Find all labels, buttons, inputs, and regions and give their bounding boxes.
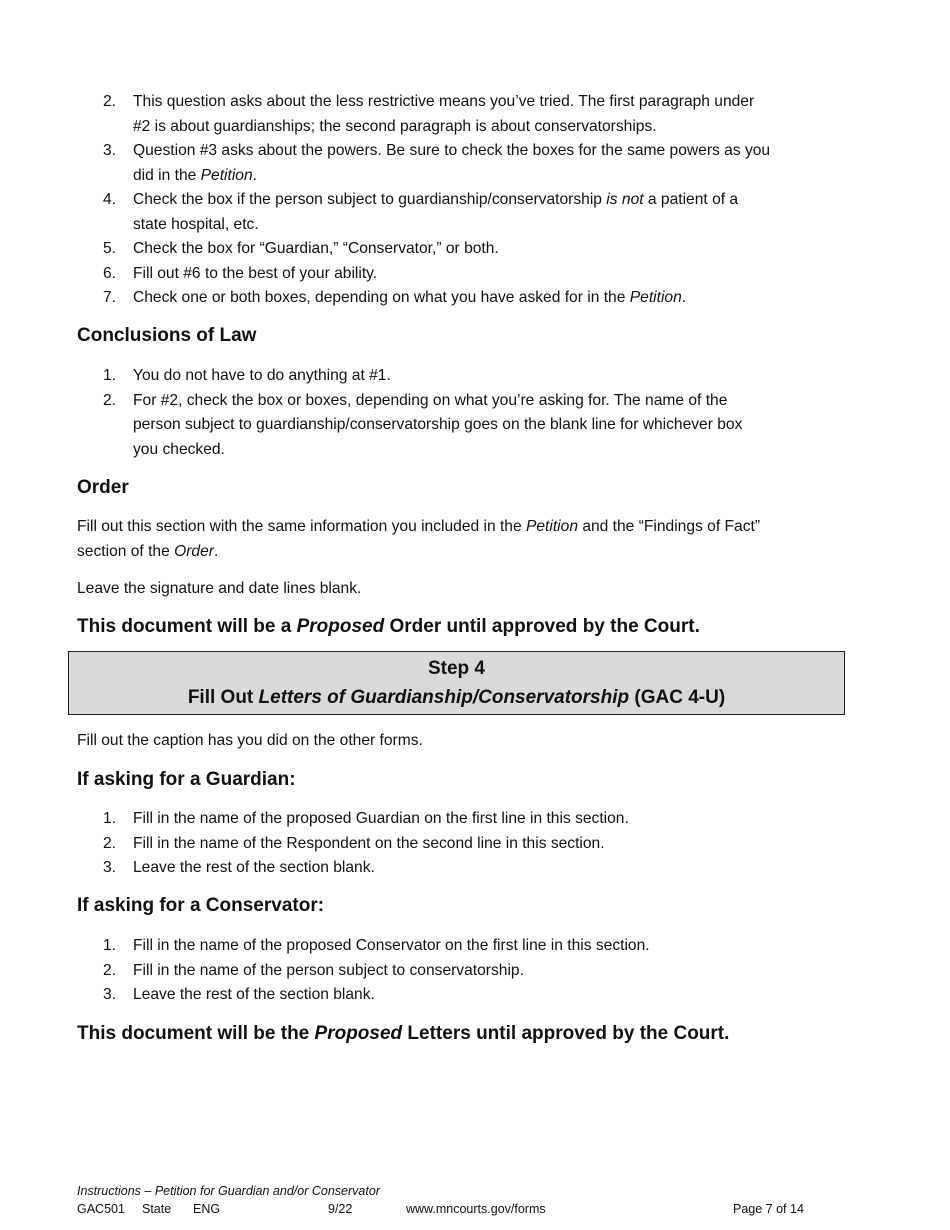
list-item: 3. Leave the rest of the section blank. [103, 859, 375, 876]
step-4-banner [68, 651, 845, 715]
list-item: 7. Check one or both boxes, depending on what you have asked for in the Petition. [103, 289, 687, 306]
order-heading: Order [77, 477, 129, 498]
list-item: 2. Fill in the name of the Respondent on the second line in this section. [103, 834, 605, 852]
caption-instruction: Fill out the caption has you did on the other forms. [77, 732, 423, 749]
guardian-heading: If asking for a Guardian: [77, 769, 296, 790]
footer-page-number: Page 7 of 14 [733, 1202, 804, 1216]
list-item: 2. For #2, check the box or boxes, depending on what you’re asking for. The name of the person subject to guardianship/conservatorship goes on the blank line for whichever box you checked. [103, 391, 743, 458]
step-subtitle: Fill Out Letters of Guardianship/Conservatorship (GAC 4-U) [187, 687, 726, 708]
order-proposed-note: This document will be a Proposed Order until approved by the Court. [77, 616, 700, 637]
footer-date: 9/22 [328, 1202, 353, 1216]
list-item: 2. Fill in the name of the person subject to conservatorship. [103, 961, 524, 979]
step-title: Step 4 [427, 658, 486, 679]
footer-language: ENG [193, 1202, 221, 1216]
order-paragraph: Fill out this section with the same information you included in the Petition and the “Findings of Fact” section of the Order. [77, 518, 761, 560]
conservator-list [0, 934, 950, 1008]
list-item: 3. Leave the rest of the section blank. [103, 986, 375, 1003]
guardian-list [0, 807, 950, 881]
list-item: 5. Check the box for “Guardian,” “Conservator,” or both. [103, 240, 499, 257]
list-item: 1. Fill in the name of the proposed Guardian on the first line in this section. [103, 810, 629, 827]
conclusions-heading: Conclusions of Law [77, 325, 257, 346]
list-item: 1. You do not have to do anything at #1. [103, 367, 391, 384]
conclusions-list [0, 364, 950, 462]
footer-state: State [142, 1202, 172, 1216]
footer-title: Instructions – Petition for Guardian and/or Conservator [77, 1184, 380, 1198]
letters-proposed-note: This document will be the Proposed Letters until approved by the Court. [77, 1023, 730, 1044]
list-item: 2. This question asks about the less restrictive means you’ve tried. The first paragraph under #2 is about guardianships; the second paragraph is about conservatorships. [103, 93, 755, 135]
list-item: 4. Check the box if the person subject to guardianship/conservatorship is not a patient of a state hospital, etc. [103, 191, 739, 233]
conservator-heading: If asking for a Conservator: [77, 895, 325, 916]
footer-form-number: GAC501 [77, 1202, 125, 1216]
list-item: 1. Fill in the name of the proposed Conservator on the first line in this section. [103, 937, 650, 954]
findings-list [0, 90, 950, 311]
list-item: 3. Question #3 asks about the powers. Be sure to check the boxes for the same powers as you did in the Petition. [103, 142, 771, 184]
footer-url[interactable]: www.mncourts.gov/forms [406, 1202, 546, 1216]
list-item: 6. Fill out #6 to the best of your ability. [103, 264, 378, 282]
order-signature-note: Leave the signature and date lines blank. [77, 580, 362, 597]
